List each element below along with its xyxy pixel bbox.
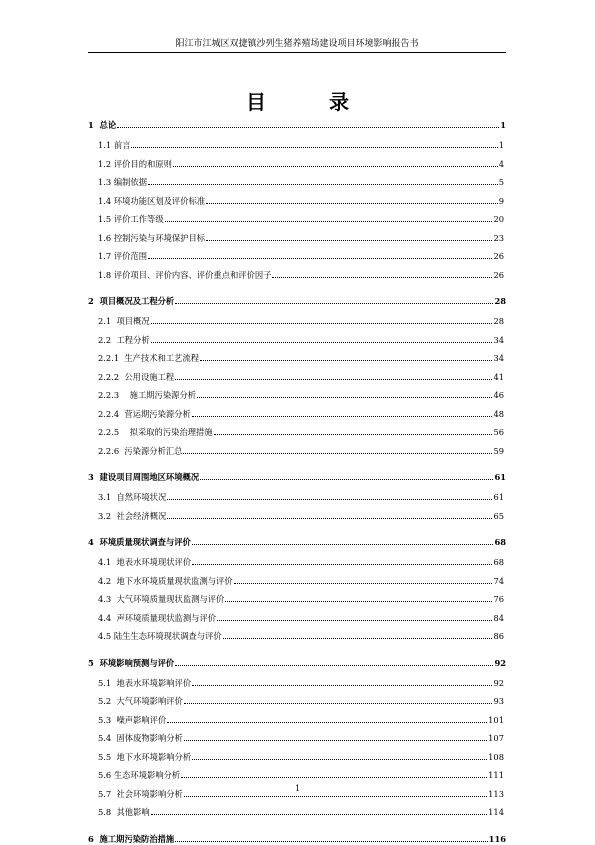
toc-dot-leader <box>173 159 498 167</box>
toc-entry-page: 48 <box>493 408 504 419</box>
page-header: 阳江市江城区双捷镇沙列生猪养殖场建设项目环境影响报告书 <box>88 38 506 53</box>
toc-dot-leader <box>206 233 492 241</box>
toc-entry-page: 9 <box>498 195 504 206</box>
toc-entry-label: 2.2.6 污染源分析汇总 <box>98 445 183 456</box>
toc-entry-label: 1.7 评价范围 <box>98 251 148 261</box>
toc-entry-page: 65 <box>493 510 504 521</box>
toc-entry-label: 5.4 固体废物影响分析 <box>98 733 183 743</box>
toc-entry-page: 34 <box>493 334 504 345</box>
toc-section-entry[interactable] <box>98 409 504 420</box>
toc-entry-page: 61 <box>493 492 504 502</box>
toc-section-entry[interactable] <box>98 140 504 151</box>
toc-entry-label: 4.4 声环境质量现状监测与评价 <box>98 612 217 623</box>
toc-dot-leader <box>272 270 492 278</box>
toc-entry-label: 2.2.2 公用设施工程 <box>98 371 175 382</box>
toc-entry-label: 4.3 大气环境质量现状监测与评价 <box>98 594 225 604</box>
toc-dot-leader <box>167 715 487 723</box>
toc-entry-label: 2.2.1 生产技术和工艺流程 <box>98 353 200 363</box>
toc-dot-leader <box>175 296 493 304</box>
toc-section-entry[interactable] <box>98 678 504 689</box>
toc-section-entry[interactable] <box>98 196 504 207</box>
toc-section-entry[interactable] <box>98 427 504 438</box>
toc-entry-label: 1.3 编制依据 <box>98 177 148 187</box>
toc-entry-page: 68 <box>494 537 506 547</box>
toc-entry-page: 92 <box>494 657 506 668</box>
toc-entry-label: 1.4 环境功能区划及评价标准 <box>98 195 206 206</box>
toc-entry-label: 5 环境影响预测与评价 <box>88 657 175 668</box>
toc-entry-label: 1.1 前言 <box>98 140 131 150</box>
toc-dot-leader <box>223 631 493 639</box>
toc-chapter-entry[interactable] <box>88 120 506 131</box>
toc-section-entry[interactable] <box>98 446 504 457</box>
toc-dot-leader <box>192 537 494 545</box>
toc-entry-page: 101 <box>488 714 504 725</box>
toc-dot-leader <box>175 372 492 380</box>
toc-entry-label: 1.6 控制污染与环境保护目标 <box>98 232 206 243</box>
toc-entry-page: 5 <box>498 177 504 187</box>
toc-dot-leader <box>192 409 493 417</box>
toc-entry-page: 111 <box>488 770 504 780</box>
toc-entry-label: 3.2 社会经济概况 <box>98 510 167 521</box>
toc-entry-label: 4.1 地表水环境现状评价 <box>98 557 192 567</box>
toc-section-entry[interactable] <box>98 613 504 624</box>
toc-entry-label: 5.6 生态环境影响分析 <box>98 770 181 780</box>
toc-section-entry[interactable] <box>98 316 504 327</box>
toc-entry-label: 3.1 自然环境状况 <box>98 492 167 502</box>
toc-dot-leader <box>225 594 492 602</box>
toc-entry-label: 1.5 评价工作等级 <box>98 214 164 224</box>
toc-dot-leader <box>217 613 492 621</box>
toc-entry-page: 86 <box>493 631 504 641</box>
toc-section-entry[interactable] <box>98 557 504 568</box>
toc-chapter-entry[interactable] <box>88 834 506 845</box>
toc-section-entry[interactable] <box>98 353 504 364</box>
toc-entry-label: 2.2 工程分析 <box>98 334 150 345</box>
toc-section-entry[interactable] <box>98 696 504 707</box>
toc-section-entry[interactable] <box>98 335 504 346</box>
toc-section-entry[interactable] <box>98 511 504 522</box>
toc-section-entry[interactable] <box>98 492 504 503</box>
toc-dot-leader <box>197 390 492 398</box>
toc-entry-page: 84 <box>493 612 504 623</box>
toc-dot-leader <box>148 251 492 259</box>
toc-entry-page: 28 <box>494 296 506 306</box>
toc-entry-page: 20 <box>493 214 504 224</box>
toc-entry-page: 116 <box>488 833 506 844</box>
toc-chapter-entry[interactable] <box>88 658 506 669</box>
toc-chapter-entry[interactable] <box>88 472 506 483</box>
toc-entry-page: 114 <box>488 807 504 817</box>
toc-dot-leader <box>181 770 487 778</box>
toc-section-entry[interactable] <box>98 251 504 262</box>
toc-dot-leader <box>214 427 493 435</box>
toc-entry-page: 113 <box>488 788 504 799</box>
toc-entry-label: 3 建设项目周围地区环境概况 <box>88 472 200 482</box>
toc-entry-page: 56 <box>493 427 504 437</box>
toc-entry-label: 5.5 地下水环境影响分析 <box>98 751 192 762</box>
toc-dot-leader <box>167 492 492 500</box>
toc-entry-page: 46 <box>493 390 504 400</box>
toc-section-entry[interactable] <box>98 715 504 726</box>
toc-section-entry[interactable] <box>98 576 504 587</box>
toc-section-entry[interactable] <box>98 372 504 383</box>
toc-entry-page: 34 <box>493 353 504 363</box>
toc-entry-label: 4 环境质量现状调查与评价 <box>88 537 191 547</box>
toc-entry-label: 2.2.4 营运期污染源分析 <box>98 408 191 419</box>
toc-entry-page: 28 <box>493 316 504 326</box>
toc-entry-page: 26 <box>493 269 504 280</box>
toc-entry-page: 76 <box>493 594 504 604</box>
toc-dot-leader <box>200 353 492 361</box>
toc-dot-leader <box>175 834 487 842</box>
toc-dot-leader <box>167 511 492 519</box>
toc-entry-label: 1 总论 <box>88 120 117 130</box>
toc-section-entry[interactable] <box>98 807 504 818</box>
toc-section-entry[interactable] <box>98 159 504 170</box>
toc-section-entry[interactable] <box>98 770 504 781</box>
toc-chapter-entry[interactable] <box>88 537 506 548</box>
toc-entry-page: 41 <box>493 371 504 382</box>
toc-entry-label: 5.2 大气环境影响评价 <box>98 696 183 706</box>
toc-entry-label: 1.8 评价项目、评价内容、评价重点和评价因子 <box>98 269 272 280</box>
toc-dot-leader <box>148 177 498 185</box>
toc-entry-page: 1 <box>498 140 504 150</box>
toc-entry-page: 92 <box>493 677 504 688</box>
toc-title: 目 录 <box>246 90 377 114</box>
toc-section-entry[interactable] <box>98 214 504 225</box>
toc-entry-label: 5.3 噪声影响评价 <box>98 714 167 725</box>
toc-dot-leader <box>183 446 492 454</box>
toc-dot-leader <box>131 140 497 148</box>
toc-section-entry[interactable] <box>98 233 504 244</box>
toc-entry-page: 26 <box>493 251 504 261</box>
toc-entry-page: 59 <box>493 445 504 456</box>
toc-entry-page: 23 <box>493 232 504 243</box>
toc-chapter-entry[interactable] <box>88 296 506 307</box>
toc-entry-page: 61 <box>494 472 506 482</box>
toc-entry-page: 4 <box>498 158 504 169</box>
toc-dot-leader <box>192 678 492 686</box>
toc-section-entry[interactable] <box>98 733 504 744</box>
toc-entry-label: 2 项目概况及工程分析 <box>88 296 175 306</box>
toc-entry-page: 68 <box>493 557 504 567</box>
toc-entry-page: 107 <box>488 733 504 743</box>
toc-section-entry[interactable] <box>98 631 504 642</box>
toc-dot-leader <box>151 807 487 815</box>
toc-entry-label: 4.5 陆生生态环境现状调查与评价 <box>98 631 222 641</box>
toc-entry-page: 1 <box>500 120 506 130</box>
toc-entry-label: 4.2 地下水环境质量现状监测与评价 <box>98 575 233 586</box>
toc-dot-leader <box>165 214 493 222</box>
toc-entry-label: 1.2 评价目的和原则 <box>98 158 172 169</box>
toc-dot-leader <box>192 557 492 565</box>
toc-entry-label: 6 施工期污染防治措施 <box>88 833 175 844</box>
toc-section-entry[interactable] <box>98 752 504 763</box>
page-number: 1 <box>294 784 301 793</box>
toc-entry-label: 2.2.3 施工期污染源分析 <box>98 390 197 400</box>
toc-entry-label: 5.1 地表水环境影响评价 <box>98 677 192 688</box>
toc-entry-page: 93 <box>493 696 504 706</box>
toc-dot-leader <box>234 576 493 584</box>
toc-entry-label: 5.8 其他影响 <box>98 807 150 817</box>
toc-dot-leader <box>151 335 493 343</box>
toc-dot-leader <box>192 752 487 760</box>
toc-entry-page: 108 <box>488 751 504 762</box>
toc-dot-leader <box>184 696 493 704</box>
toc-dot-leader <box>206 196 498 204</box>
toc-dot-leader <box>200 472 493 480</box>
toc-dot-leader <box>151 316 493 324</box>
toc-section-entry[interactable] <box>98 270 504 281</box>
toc-section-entry[interactable] <box>98 177 504 188</box>
toc-dot-leader <box>184 733 487 741</box>
toc-entry-label: 5.7 社会环境影响分析 <box>98 788 183 799</box>
toc-dot-leader <box>175 658 493 666</box>
toc-entry-label: 2.2.5 拟采取的污染治理措施 <box>98 427 213 437</box>
toc-entry-page: 74 <box>493 575 504 586</box>
toc-dot-leader <box>117 120 499 128</box>
toc-section-entry[interactable] <box>98 594 504 605</box>
toc-section-entry[interactable] <box>98 390 504 401</box>
toc-entry-label: 2.1 项目概况 <box>98 316 150 326</box>
